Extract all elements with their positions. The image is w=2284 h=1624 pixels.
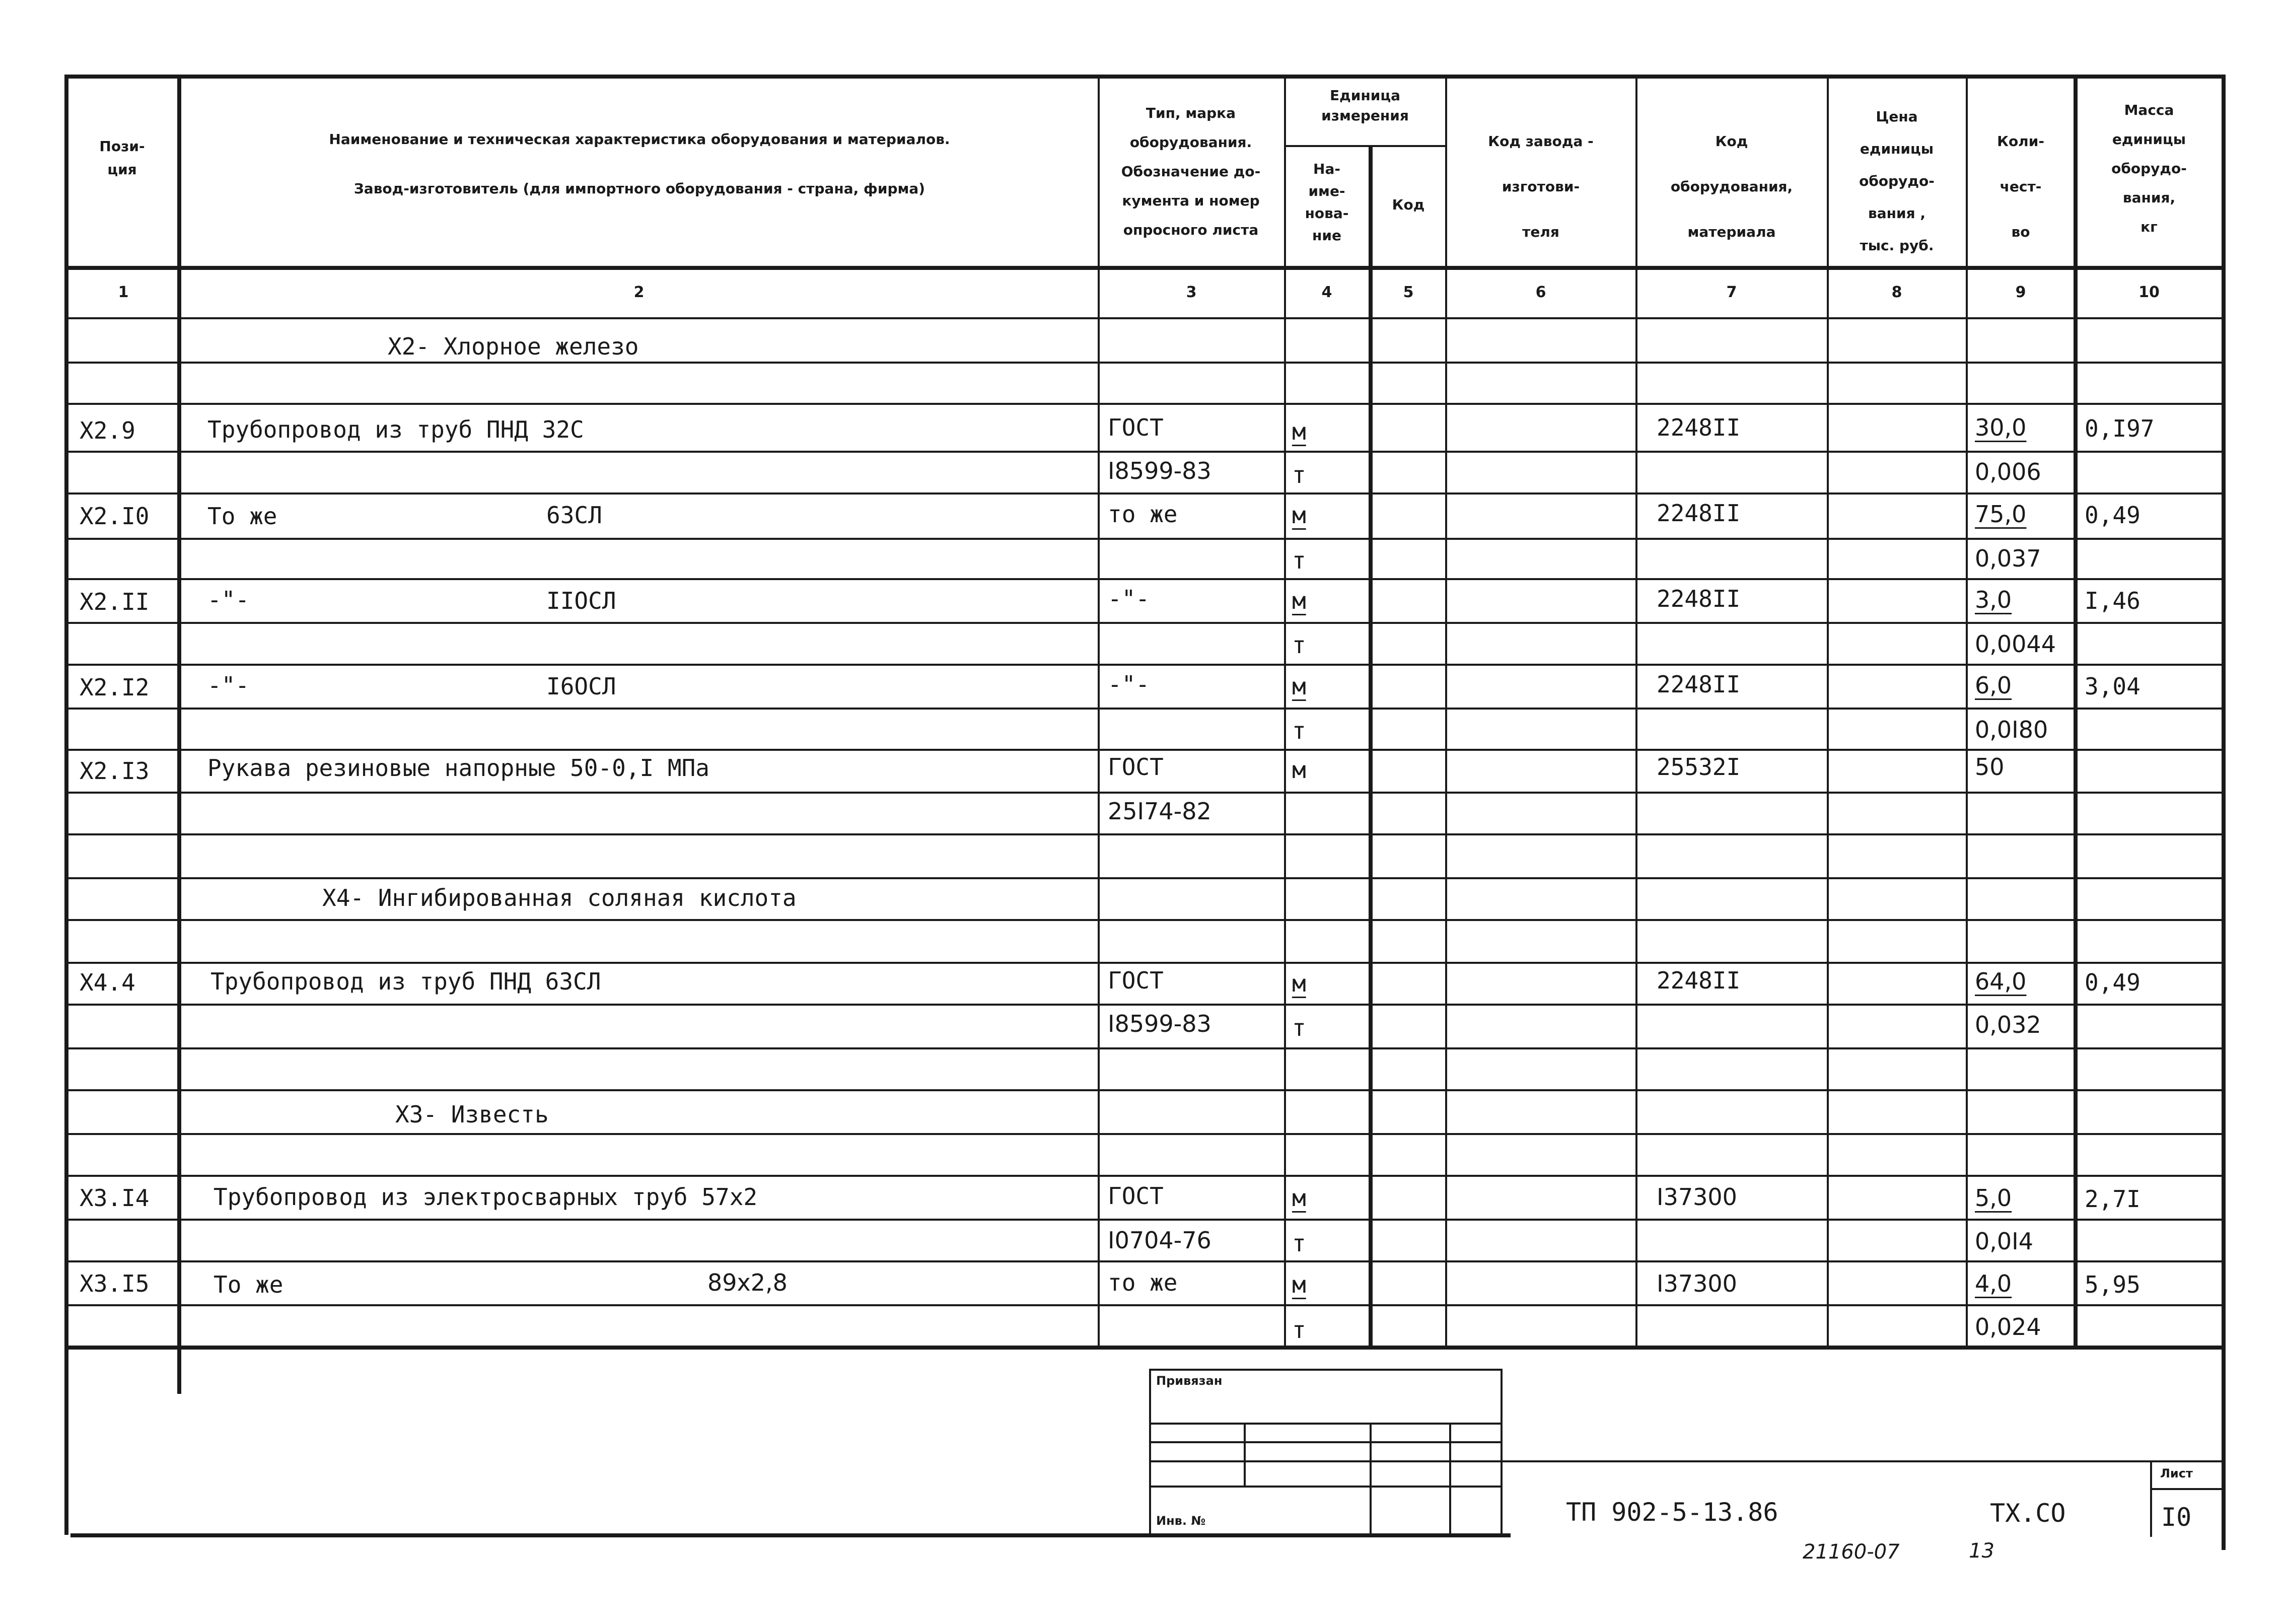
item-name: Трубопровод из электросварных труб 57х2 <box>213 1183 758 1211</box>
item-quantity: 3,0 <box>1975 586 2012 613</box>
item-doc-line1: ГОСТ <box>1108 753 1164 781</box>
row-line <box>65 538 2226 540</box>
item-unit-length: м <box>1292 970 1306 997</box>
item-unit-weight: т <box>1292 1230 1306 1257</box>
item-mass: 0,49 <box>2085 969 2140 996</box>
item-mass: 2,7I <box>2085 1185 2140 1213</box>
section-title: X2- Хлорное железо <box>388 333 639 360</box>
column-number: 3 <box>1186 284 1197 301</box>
column-number: 8 <box>1891 284 1902 301</box>
item-doc-line1: то же <box>1108 1269 1178 1296</box>
stamp-inventory-label: Инв. № <box>1156 1514 1206 1528</box>
item-quantity: 6,0 <box>1975 672 2012 699</box>
item-name: Трубопровод из труб ПНД 32С <box>207 416 584 443</box>
item-equipment-code: 2248II <box>1657 967 1741 994</box>
header-divider <box>65 266 2226 270</box>
item-quantity-weight: 0,0I4 <box>1975 1228 2033 1255</box>
item-name: То же <box>213 1271 283 1298</box>
row-line <box>65 749 2226 751</box>
header-name-line1: Наименование и техническая характеристика оборудования и материалов. <box>329 131 950 148</box>
stamp-line <box>2150 1488 2224 1490</box>
stamp-line <box>1370 1423 1372 1536</box>
item-quantity: 75,0 <box>1975 501 2027 528</box>
item-unit-length: м <box>1292 587 1306 614</box>
item-position: X2.9 <box>80 417 135 444</box>
item-quantity-weight: 0,006 <box>1975 458 2041 485</box>
column-number: 10 <box>2138 284 2160 301</box>
item-doc-line2: 25I74-82 <box>1108 798 1211 825</box>
section-title: X4- Ингибированная соляная кислота <box>322 884 797 911</box>
item-name: -"- <box>207 672 250 699</box>
col-line-9 <box>2074 75 2078 1348</box>
row-line <box>65 877 2226 879</box>
item-quantity: 30,0 <box>1975 414 2027 441</box>
row-line <box>65 833 2226 835</box>
item-doc-line1: -"- <box>1108 585 1150 612</box>
row-line <box>65 362 2226 364</box>
item-position: X2.II <box>80 588 150 615</box>
column-number: 6 <box>1535 284 1546 301</box>
item-unit-length: м <box>1292 1184 1306 1212</box>
row-line <box>65 919 2226 921</box>
column-number: 5 <box>1403 284 1414 301</box>
col-line-5 <box>1445 75 1447 1348</box>
header-unit-code: Код <box>1392 196 1425 213</box>
item-equipment-code: 2248II <box>1657 414 1741 441</box>
stamp-attached-label: Привязан <box>1156 1374 1223 1388</box>
row-line <box>65 1260 2226 1262</box>
col-line-2 <box>1098 75 1100 1348</box>
header-factory-code: Код завода - изготови- теля <box>1488 133 1594 240</box>
stamp-line <box>1449 1423 1451 1536</box>
header-type-doc: Тип, марка оборудования. Обозначение до- кумента и номер опросного листа <box>1121 105 1261 238</box>
item-position: X4.4 <box>80 969 135 996</box>
item-unit-weight: т <box>1292 547 1306 574</box>
row-line <box>65 403 2226 405</box>
item-equipment-code: I37300 <box>1657 1270 1737 1297</box>
item-quantity: 4,0 <box>1975 1270 2012 1297</box>
stamp-line <box>1150 1460 2223 1462</box>
header-mass: Масса единицы оборудо- вания, кг <box>2111 102 2187 235</box>
footer-code: 21160-07 <box>1803 1540 1900 1564</box>
item-unit-weight: т <box>1292 1316 1306 1344</box>
header-name-line2: Завод-изготовитель (для импортного оборудования - страна, фирма) <box>353 180 925 197</box>
column-number: 9 <box>2015 284 2026 301</box>
item-position: X2.I0 <box>80 503 150 530</box>
item-mass: 5,95 <box>2085 1271 2140 1298</box>
header-price: Цена единицы оборудо- вания , тыс. руб. <box>1859 108 1935 254</box>
row-line <box>65 962 2226 964</box>
row-line <box>65 578 2226 580</box>
item-position: X2.I2 <box>80 674 150 701</box>
row-line <box>65 708 2226 710</box>
units-subheader-divider <box>1284 145 1445 147</box>
item-doc-line2: I8599-83 <box>1108 457 1211 484</box>
header-position: Пози- ция <box>99 138 145 178</box>
item-unit-weight: т <box>1292 631 1306 659</box>
item-position: X3.I5 <box>80 1270 150 1297</box>
item-quantity-weight: 0,032 <box>1975 1011 2041 1038</box>
item-unit-length: м <box>1292 1271 1306 1298</box>
column-number: 1 <box>118 284 129 301</box>
row-line <box>65 664 2226 666</box>
item-equipment-code: 2248II <box>1657 671 1741 698</box>
header-equipment-code: Код оборудования, материала <box>1670 133 1793 240</box>
item-equipment-code: 2248II <box>1657 585 1741 612</box>
row-line <box>65 1175 2226 1177</box>
frame-right <box>2222 75 2226 1550</box>
item-name-suffix: 63СЛ <box>546 502 602 529</box>
item-quantity-weight: 0,024 <box>1975 1313 2041 1340</box>
row-line <box>65 1133 2226 1135</box>
frame-bottom <box>70 1533 1511 1537</box>
item-name: -"- <box>207 586 250 613</box>
row-line <box>65 1304 2226 1306</box>
row-line <box>65 492 2226 495</box>
item-unit-weight: т <box>1292 461 1306 488</box>
row-line <box>65 622 2226 624</box>
header-unit-name: На- име- нова- ние <box>1305 161 1349 244</box>
row-line <box>65 1004 2226 1006</box>
item-doc-line1: ГОСТ <box>1108 967 1164 994</box>
col-line-3 <box>1284 75 1286 1348</box>
item-unit-length: м <box>1292 673 1306 700</box>
row-line <box>65 1089 2226 1091</box>
item-doc-line2: I8599-83 <box>1108 1010 1211 1037</box>
col-line-8 <box>1966 75 1968 1348</box>
stamp-line <box>1150 1369 1503 1371</box>
row-line <box>65 451 2226 453</box>
table-bottom-line <box>65 1346 2226 1350</box>
item-mass: 0,I97 <box>2085 415 2155 442</box>
section-title: X3- Известь <box>395 1101 549 1128</box>
item-unit-length: м <box>1292 756 1306 784</box>
item-quantity-weight: 0,037 <box>1975 545 2041 572</box>
item-mass: 0,49 <box>2085 502 2140 529</box>
item-mass: 3,04 <box>2085 673 2140 700</box>
item-doc-line1: ГОСТ <box>1108 414 1164 441</box>
footer-page: 13 <box>1969 1539 1994 1563</box>
column-number: 4 <box>1321 284 1332 301</box>
item-quantity-weight: 0,0044 <box>1975 630 2056 658</box>
item-unit-weight: т <box>1292 1014 1306 1041</box>
row-line <box>65 1219 2226 1221</box>
frame-left <box>64 75 68 1535</box>
item-name-suffix: 89х2,8 <box>707 1269 788 1296</box>
row-line <box>65 1047 2226 1049</box>
item-position: X3.I4 <box>80 1184 150 1212</box>
item-name: Рукава резиновые напорные 50-0,I МПа <box>207 754 709 782</box>
item-mass: I,46 <box>2085 587 2140 614</box>
item-doc-line2: I0704-76 <box>1108 1227 1211 1254</box>
item-unit-length: м <box>1292 502 1306 529</box>
item-doc-line1: то же <box>1108 501 1178 528</box>
item-doc-line1: ГОСТ <box>1108 1182 1164 1210</box>
stamp-line <box>1244 1423 1246 1486</box>
header-quantity: Коли- чест- во <box>1997 133 2044 240</box>
document-code: ТП 902-5-13.86 <box>1566 1498 1778 1527</box>
document-mark: ТХ.СО <box>1990 1499 2066 1528</box>
column-number: 2 <box>633 284 645 301</box>
row-line <box>65 792 2226 794</box>
item-doc-line1: -"- <box>1108 671 1150 698</box>
item-equipment-code: 25532I <box>1657 753 1741 781</box>
item-name-suffix: I6ОСЛ <box>546 673 616 700</box>
frame-top <box>65 75 2226 79</box>
col-line-4 <box>1369 146 1373 1350</box>
sheet-label: Лист <box>2160 1466 2193 1480</box>
item-unit-weight: т <box>1292 717 1306 744</box>
stamp-line <box>1149 1369 1151 1537</box>
item-name-suffix: IIОСЛ <box>546 587 616 614</box>
item-quantity: 50 <box>1975 753 2005 781</box>
col-line-6 <box>1635 75 1637 1348</box>
item-unit-length: м <box>1292 418 1306 445</box>
header-units-group: Единица измерения <box>1321 87 1409 124</box>
col-line-7 <box>1827 75 1829 1348</box>
col-line-1 <box>177 75 181 1394</box>
column-number: 7 <box>1726 284 1737 301</box>
stamp-line <box>1501 1369 1503 1537</box>
item-quantity-weight: 0,0I80 <box>1975 716 2048 743</box>
item-quantity: 5,0 <box>1975 1184 2012 1212</box>
stamp-line <box>2150 1460 2152 1537</box>
item-equipment-code: 2248II <box>1657 500 1741 527</box>
item-name: То же <box>207 503 277 530</box>
item-position: X2.I3 <box>80 757 150 785</box>
item-name: Трубопровод из труб ПНД 63СЛ <box>210 968 601 995</box>
column-number-divider <box>65 317 2226 319</box>
item-equipment-code: I37300 <box>1657 1183 1737 1211</box>
sheet-number: I0 <box>2161 1503 2192 1532</box>
item-quantity: 64,0 <box>1975 968 2027 995</box>
